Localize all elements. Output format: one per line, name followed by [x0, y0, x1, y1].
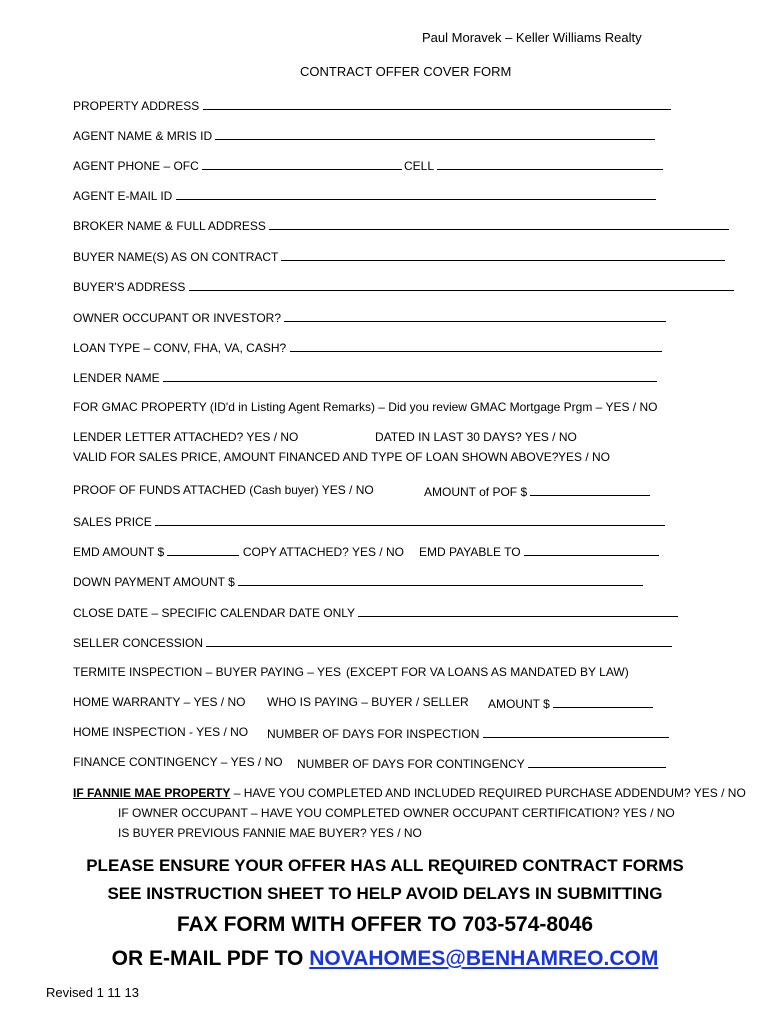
emd-row: [73, 543, 404, 560]
days-inspection-row: [267, 725, 669, 742]
cell-field[interactable]: [437, 157, 663, 170]
lender-name-label: LENDER NAME: [73, 371, 160, 385]
valid-yesno: YES / NO: [558, 450, 611, 464]
agent-phone-label: AGENT PHONE – OFC: [73, 159, 199, 173]
emd-payable-field[interactable]: [524, 543, 659, 556]
company-header: Paul Moravek – Keller Williams Realty: [422, 30, 642, 45]
seller-concession-row: [73, 634, 672, 651]
close-date-field[interactable]: [358, 604, 678, 617]
agent-email-field[interactable]: [176, 187, 656, 200]
broker-field[interactable]: [269, 217, 729, 230]
buyer-address-label: BUYER'S ADDRESS: [73, 280, 186, 294]
warranty-amount-label: AMOUNT $: [488, 697, 550, 711]
occupant-row: [73, 309, 666, 326]
finance-contingency: FINANCE CONTINGENCY – YES / NO: [73, 755, 283, 769]
loan-type-field[interactable]: [290, 339, 662, 352]
fannie-line1: [73, 786, 746, 801]
down-payment-label: DOWN PAYMENT AMOUNT $: [73, 575, 235, 589]
agent-email-row: [73, 187, 656, 204]
who-paying: WHO IS PAYING – BUYER / SELLER: [267, 695, 469, 709]
buyer-names-field[interactable]: [281, 248, 725, 261]
seller-concession-field[interactable]: [206, 634, 672, 647]
emd-payable-label: EMD PAYABLE TO: [419, 545, 521, 559]
pof-row: [424, 483, 650, 500]
home-warranty: HOME WARRANTY – YES / NO: [73, 695, 246, 709]
days-contingency-label: NUMBER OF DAYS FOR CONTINGENCY: [297, 757, 525, 771]
agent-name-field[interactable]: [215, 127, 655, 140]
sales-price-label: SALES PRICE: [73, 515, 152, 529]
days-contingency-row: [297, 755, 666, 772]
sales-price-field[interactable]: [155, 513, 665, 526]
fannie-line2: IF OWNER OCCUPANT – HAVE YOU COMPLETED OWNER OCCUPANT CERTIFICATION? YES / NO: [118, 806, 675, 820]
close-date-row: [73, 604, 678, 621]
agent-phone-field[interactable]: [202, 157, 402, 170]
copy-attached: COPY ATTACHED? YES / NO: [242, 545, 404, 559]
email-line: [0, 946, 770, 972]
lender-letter: LENDER LETTER ATTACHED? YES / NO: [73, 430, 299, 444]
occupant-field[interactable]: [284, 309, 666, 322]
buyer-address-row: [73, 278, 734, 295]
revised-date: Revised 1 11 13: [46, 985, 139, 1000]
close-date-label: CLOSE DATE – SPECIFIC CALENDAR DATE ONLY: [73, 606, 355, 620]
down-payment-field[interactable]: [238, 573, 643, 586]
cell-row: [404, 157, 663, 174]
buyer-address-field[interactable]: [189, 278, 734, 291]
proof-funds: PROOF OF FUNDS ATTACHED (Cash buyer) YES / NO: [73, 483, 374, 497]
notice-line2: SEE INSTRUCTION SHEET TO HELP AVOID DELAYS IN SUBMITTING: [107, 884, 663, 903]
fax-line: FAX FORM WITH OFFER TO 703-574-8046: [176, 913, 594, 936]
email-prefix: OR E-MAIL PDF TO: [111, 947, 310, 970]
fannie-bold: IF FANNIE MAE PROPERTY: [73, 786, 231, 800]
property-address-field[interactable]: [203, 97, 671, 110]
days-contingency-field[interactable]: [528, 755, 666, 768]
sales-price-row: [73, 513, 665, 530]
fannie-line1-text: – HAVE YOU COMPLETED AND INCLUDED REQUIRED PURCHASE ADDENDUM? YES / NO: [230, 786, 746, 800]
occupant-label: OWNER OCCUPANT OR INVESTOR?: [73, 311, 282, 325]
emd-field[interactable]: [167, 543, 239, 556]
pof-label: AMOUNT of POF $: [424, 485, 528, 499]
pof-field[interactable]: [530, 483, 650, 496]
agent-name-row: [73, 127, 655, 144]
buyer-names-row: [73, 248, 725, 265]
broker-row: [73, 217, 729, 234]
form-title: CONTRACT OFFER COVER FORM: [300, 64, 512, 79]
lender-name-field[interactable]: [163, 369, 657, 382]
warranty-amount-row: [488, 695, 653, 712]
emd-label: EMD AMOUNT $: [73, 545, 165, 559]
warranty-amount-field[interactable]: [553, 695, 653, 708]
home-inspection: HOME INSPECTION - YES / NO: [73, 725, 249, 739]
broker-label: BROKER NAME & FULL ADDRESS: [73, 219, 266, 233]
agent-email-label: AGENT E-MAIL ID: [73, 189, 173, 203]
agent-phone-row: [73, 157, 402, 174]
emd-payable-row: [419, 543, 659, 560]
cell-label: CELL: [404, 159, 434, 173]
buyer-names-label: BUYER NAME(S) AS ON CONTRACT: [73, 250, 279, 264]
agent-name-label: AGENT NAME & MRIS ID: [73, 129, 213, 143]
lender-name-row: [73, 369, 657, 386]
loan-type-row: [73, 339, 662, 356]
days-inspection-field[interactable]: [483, 725, 669, 738]
notice-line1: PLEASE ENSURE YOUR OFFER HAS ALL REQUIRED CONTRACT FORMS: [86, 856, 684, 875]
days-inspection-label: NUMBER OF DAYS FOR INSPECTION: [267, 727, 480, 741]
loan-type-label: LOAN TYPE – CONV, FHA, VA, CASH?: [73, 341, 287, 355]
valid-sales: VALID FOR SALES PRICE, AMOUNT FINANCED AND TYPE OF LOAN SHOWN ABOVE?: [73, 450, 559, 464]
termite-line: TERMITE INSPECTION – BUYER PAYING – YES: [73, 665, 342, 679]
down-payment-row: [73, 573, 643, 590]
gmac-line: FOR GMAC PROPERTY (ID'd in Listing Agent Remarks) – Did you review GMAC Mortgage Prgm – YES / NO: [73, 400, 658, 414]
email-link[interactable]: NOVAHOMES@BENHAMREO.COM: [309, 947, 659, 970]
property-address-row: [73, 97, 671, 114]
seller-concession-label: SELLER CONCESSION: [73, 636, 204, 650]
termite-except: (EXCEPT FOR VA LOANS AS MANDATED BY LAW): [346, 665, 629, 679]
property-address-label: PROPERTY ADDRESS: [73, 99, 200, 113]
dated-30: DATED IN LAST 30 DAYS? YES / NO: [375, 430, 577, 444]
fannie-line3: IS BUYER PREVIOUS FANNIE MAE BUYER? YES / NO: [118, 826, 422, 840]
